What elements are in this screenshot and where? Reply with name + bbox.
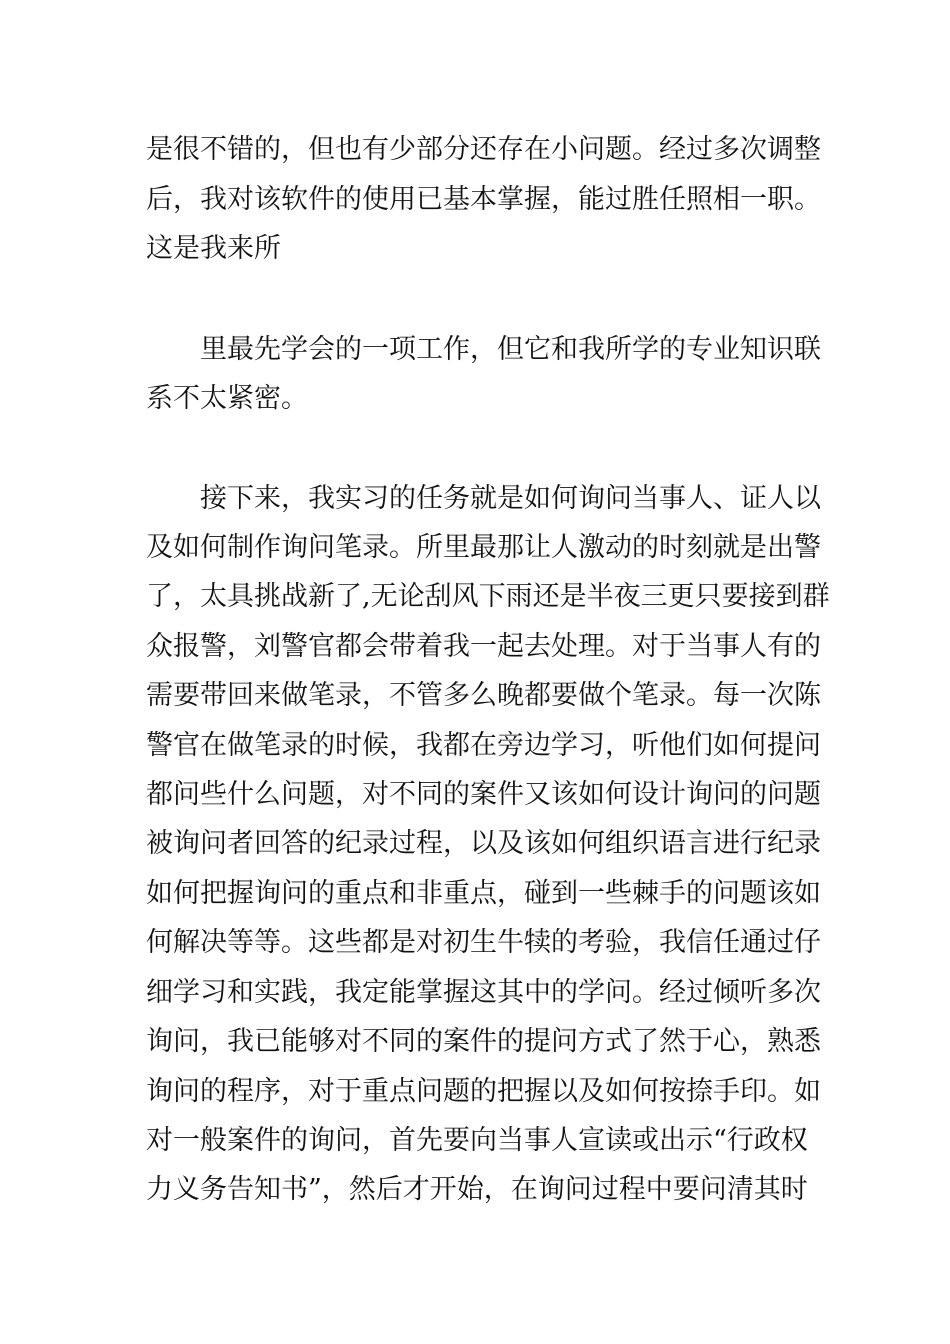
paragraph-1-line-2: 后，我对该软件的使用已基本掌握，能过胜任照相一职。 [146, 184, 821, 215]
paragraph-3-line-4: 众报警，刘警官都会带着我一起去处理。对于当事人有的 [146, 631, 821, 662]
paragraph-2-line-1: 里最先学会的一项工作，但它和我所学的专业知识联 [200, 334, 821, 365]
paragraph-3-line-9: 如何把握询问的重点和非重点，碰到一些棘手的问题该如 [146, 878, 821, 909]
paragraph-3-line-2: 及如何制作询问笔录。所里最那让人激动的时刻就是出警 [146, 532, 821, 563]
paragraph-3-line-11: 细学习和实践，我定能掌握这其中的学问。经过倾听多次 [146, 977, 821, 1008]
paragraph-3-line-8: 被询问者回答的纪录过程，以及该如何组织语言进行纪录 [146, 828, 821, 859]
paragraph-3-line-1: 接下来，我实习的任务就是如何询问当事人、证人以 [200, 483, 821, 514]
paragraph-3-line-7: 都问些什么问题，对不同的案件又该如何设计询问的问题 [146, 779, 821, 810]
paragraph-3-line-15: 力义务告知书”，然后才开始，在询问过程中要问清其时 [146, 1174, 808, 1205]
paragraph-3-line-13: 询问的程序，对于重点问题的把握以及如何按捺手印。如 [146, 1076, 821, 1107]
paragraph-2-line-2: 系不太紧密。 [146, 383, 308, 414]
paragraph-3-line-5: 需要带回来做笔录，不管多么晚都要做个笔录。每一次陈 [146, 680, 821, 711]
paragraph-3-line-14: 对一般案件的询问，首先要向当事人宣读或出示“行政权 [146, 1125, 808, 1156]
paragraph-3-line-3: 了，太具挑战新了,无论刮风下雨还是半夜三更只要接到群 [146, 581, 830, 612]
paragraph-3-line-12: 询问，我已能够对不同的案件的提问方式了然于心，熟悉 [146, 1026, 821, 1057]
paragraph-1-line-3: 这是我来所 [146, 233, 281, 264]
paragraph-3-line-6: 警官在做笔录的时候，我都在旁边学习，听他们如何提问 [146, 730, 821, 761]
paragraph-1-line-1: 是很不错的，但也有少部分还存在小问题。经过多次调整 [146, 134, 821, 165]
paragraph-3-line-10: 何解决等等。这些都是对初生牛犊的考验，我信任通过仔 [146, 927, 821, 958]
